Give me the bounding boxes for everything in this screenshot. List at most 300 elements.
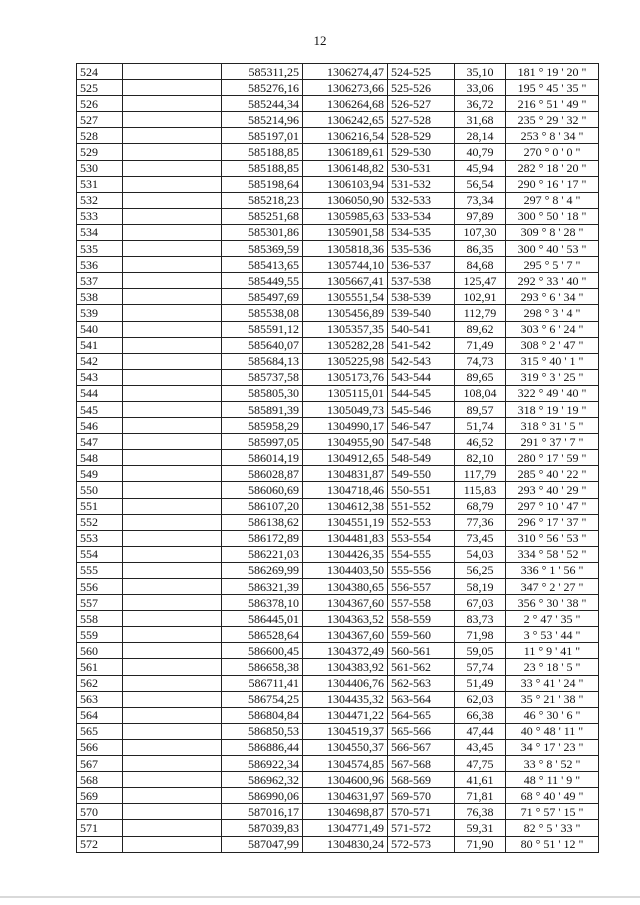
- y-coordinate-cell: 1305818,36: [303, 241, 388, 257]
- point-number-cell: 527: [77, 112, 123, 128]
- bearing-cell: 35 ° 21 ' 38 ": [506, 691, 599, 707]
- length-cell: 77,36: [455, 514, 506, 530]
- y-coordinate-cell: 1304550,37: [303, 739, 388, 755]
- segment-cell: 556-557: [388, 579, 455, 595]
- bearing-cell: 293 ° 40 ' 29 ": [506, 482, 599, 498]
- blank-cell: [123, 611, 222, 627]
- blank-cell: [123, 434, 222, 450]
- bearing-cell: 235 ° 29 ' 32 ": [506, 112, 599, 128]
- blank-cell: [123, 675, 222, 691]
- table-row: [77, 241, 599, 257]
- x-coordinate-cell: 585449,55: [222, 273, 303, 289]
- y-coordinate-cell: 1304406,76: [303, 675, 388, 691]
- table-row: [77, 192, 599, 208]
- x-coordinate-cell: 586321,39: [222, 579, 303, 595]
- bearing-cell: 356 ° 30 ' 38 ": [506, 595, 599, 611]
- blank-cell: [123, 627, 222, 643]
- y-coordinate-cell: 1304435,32: [303, 691, 388, 707]
- point-number-cell: 561: [77, 659, 123, 675]
- length-cell: 56,54: [455, 176, 506, 192]
- x-coordinate-cell: 586378,10: [222, 595, 303, 611]
- point-number-cell: 546: [77, 418, 123, 434]
- y-coordinate-cell: 1304771,49: [303, 820, 388, 836]
- blank-cell: [123, 241, 222, 257]
- y-coordinate-cell: 1305551,54: [303, 289, 388, 305]
- y-coordinate-cell: 1305173,76: [303, 369, 388, 385]
- length-cell: 59,05: [455, 643, 506, 659]
- y-coordinate-cell: 1304471,22: [303, 707, 388, 723]
- length-cell: 31,68: [455, 112, 506, 128]
- y-coordinate-cell: 1304426,35: [303, 546, 388, 562]
- y-coordinate-cell: 1306216,54: [303, 128, 388, 144]
- x-coordinate-cell: 586962,32: [222, 772, 303, 788]
- bearing-cell: 285 ° 40 ' 22 ": [506, 466, 599, 482]
- point-number-cell: 533: [77, 208, 123, 224]
- length-cell: 71,98: [455, 627, 506, 643]
- length-cell: 28,14: [455, 128, 506, 144]
- bearing-cell: 33 ° 8 ' 52 ": [506, 756, 599, 772]
- segment-cell: 538-539: [388, 289, 455, 305]
- x-coordinate-cell: 585497,69: [222, 289, 303, 305]
- x-coordinate-cell: 586804,84: [222, 707, 303, 723]
- x-coordinate-cell: 585188,85: [222, 160, 303, 176]
- segment-cell: 527-528: [388, 112, 455, 128]
- point-number-cell: 530: [77, 160, 123, 176]
- length-cell: 66,38: [455, 707, 506, 723]
- bearing-cell: 282 ° 18 ' 20 ": [506, 160, 599, 176]
- table-row: [77, 353, 599, 369]
- table-row: [77, 627, 599, 643]
- segment-cell: 529-530: [388, 144, 455, 160]
- point-number-cell: 555: [77, 562, 123, 578]
- segment-cell: 536-537: [388, 257, 455, 273]
- table-row: [77, 401, 599, 417]
- x-coordinate-cell: 585244,34: [222, 96, 303, 112]
- y-coordinate-cell: 1305901,58: [303, 224, 388, 240]
- length-cell: 84,68: [455, 257, 506, 273]
- point-number-cell: 537: [77, 273, 123, 289]
- segment-cell: 552-553: [388, 514, 455, 530]
- y-coordinate-cell: 1304912,65: [303, 450, 388, 466]
- point-number-cell: 534: [77, 224, 123, 240]
- segment-cell: 530-531: [388, 160, 455, 176]
- segment-cell: 533-534: [388, 208, 455, 224]
- y-coordinate-cell: 1306274,47: [303, 64, 388, 80]
- blank-cell: [123, 257, 222, 273]
- length-cell: 51,74: [455, 418, 506, 434]
- table-row: [77, 530, 599, 546]
- length-cell: 73,45: [455, 530, 506, 546]
- blank-cell: [123, 144, 222, 160]
- segment-cell: 551-552: [388, 498, 455, 514]
- table-row: [77, 385, 599, 401]
- length-cell: 68,79: [455, 498, 506, 514]
- blank-cell: [123, 498, 222, 514]
- bearing-cell: 293 ° 6 ' 34 ": [506, 289, 599, 305]
- x-coordinate-cell: 586445,01: [222, 611, 303, 627]
- point-number-cell: 552: [77, 514, 123, 530]
- x-coordinate-cell: 585413,65: [222, 257, 303, 273]
- bearing-cell: 3 ° 53 ' 44 ": [506, 627, 599, 643]
- blank-cell: [123, 756, 222, 772]
- point-number-cell: 529: [77, 144, 123, 160]
- bearing-cell: 290 ° 16 ' 17 ": [506, 176, 599, 192]
- y-coordinate-cell: 1304990,17: [303, 418, 388, 434]
- x-coordinate-cell: 585958,29: [222, 418, 303, 434]
- segment-cell: 541-542: [388, 337, 455, 353]
- length-cell: 115,83: [455, 482, 506, 498]
- x-coordinate-cell: 585737,58: [222, 369, 303, 385]
- length-cell: 33,06: [455, 80, 506, 96]
- table-row: [77, 772, 599, 788]
- blank-cell: [123, 273, 222, 289]
- table-row: [77, 337, 599, 353]
- point-number-cell: 528: [77, 128, 123, 144]
- length-cell: 117,79: [455, 466, 506, 482]
- bearing-cell: 195 ° 45 ' 35 ": [506, 80, 599, 96]
- length-cell: 89,65: [455, 369, 506, 385]
- segment-cell: 564-565: [388, 707, 455, 723]
- bearing-cell: 48 ° 11 ' 9 ": [506, 772, 599, 788]
- point-number-cell: 557: [77, 595, 123, 611]
- x-coordinate-cell: 585591,12: [222, 321, 303, 337]
- blank-cell: [123, 739, 222, 755]
- blank-cell: [123, 772, 222, 788]
- y-coordinate-cell: 1306189,61: [303, 144, 388, 160]
- bearing-cell: 322 ° 49 ' 40 ": [506, 385, 599, 401]
- bearing-cell: 33 ° 41 ' 24 ": [506, 675, 599, 691]
- x-coordinate-cell: 586754,25: [222, 691, 303, 707]
- point-number-cell: 560: [77, 643, 123, 659]
- segment-cell: 572-573: [388, 836, 455, 852]
- blank-cell: [123, 546, 222, 562]
- segment-cell: 548-549: [388, 450, 455, 466]
- y-coordinate-cell: 1306103,94: [303, 176, 388, 192]
- segment-cell: 558-559: [388, 611, 455, 627]
- x-coordinate-cell: 585538,08: [222, 305, 303, 321]
- segment-cell: 565-566: [388, 723, 455, 739]
- point-number-cell: 572: [77, 836, 123, 852]
- table-row: [77, 659, 599, 675]
- segment-cell: 569-570: [388, 788, 455, 804]
- segment-cell: 555-556: [388, 562, 455, 578]
- segment-cell: 567-568: [388, 756, 455, 772]
- length-cell: 45,94: [455, 160, 506, 176]
- segment-cell: 535-536: [388, 241, 455, 257]
- x-coordinate-cell: 585640,07: [222, 337, 303, 353]
- bearing-cell: 295 ° 5 ' 7 ": [506, 257, 599, 273]
- table-row: [77, 144, 599, 160]
- point-number-cell: 558: [77, 611, 123, 627]
- table-row: [77, 723, 599, 739]
- bearing-cell: 292 ° 33 ' 40 ": [506, 273, 599, 289]
- y-coordinate-cell: 1306050,90: [303, 192, 388, 208]
- length-cell: 41,61: [455, 772, 506, 788]
- x-coordinate-cell: 585218,23: [222, 192, 303, 208]
- segment-cell: 531-532: [388, 176, 455, 192]
- point-number-cell: 525: [77, 80, 123, 96]
- x-coordinate-cell: 585684,13: [222, 353, 303, 369]
- table-row: [77, 289, 599, 305]
- table-row: [77, 691, 599, 707]
- bearing-cell: 46 ° 30 ' 6 ": [506, 707, 599, 723]
- y-coordinate-cell: 1304481,83: [303, 530, 388, 546]
- blank-cell: [123, 836, 222, 852]
- length-cell: 89,62: [455, 321, 506, 337]
- y-coordinate-cell: 1306148,82: [303, 160, 388, 176]
- blank-cell: [123, 353, 222, 369]
- length-cell: 46,52: [455, 434, 506, 450]
- length-cell: 58,19: [455, 579, 506, 595]
- y-coordinate-cell: 1304519,37: [303, 723, 388, 739]
- point-number-cell: 548: [77, 450, 123, 466]
- y-coordinate-cell: 1306264,68: [303, 96, 388, 112]
- point-number-cell: 564: [77, 707, 123, 723]
- length-cell: 47,44: [455, 723, 506, 739]
- x-coordinate-cell: 587016,17: [222, 804, 303, 820]
- blank-cell: [123, 80, 222, 96]
- x-coordinate-cell: 586107,20: [222, 498, 303, 514]
- segment-cell: 554-555: [388, 546, 455, 562]
- segment-cell: 562-563: [388, 675, 455, 691]
- blank-cell: [123, 723, 222, 739]
- x-coordinate-cell: 585301,86: [222, 224, 303, 240]
- y-coordinate-cell: 1304574,85: [303, 756, 388, 772]
- table-row: [77, 562, 599, 578]
- x-coordinate-cell: 585251,68: [222, 208, 303, 224]
- length-cell: 59,31: [455, 820, 506, 836]
- bearing-cell: 296 ° 17 ' 37 ": [506, 514, 599, 530]
- y-coordinate-cell: 1304698,87: [303, 804, 388, 820]
- table-row: [77, 514, 599, 530]
- x-coordinate-cell: 586221,03: [222, 546, 303, 562]
- segment-cell: 524-525: [388, 64, 455, 80]
- segment-cell: 553-554: [388, 530, 455, 546]
- length-cell: 73,34: [455, 192, 506, 208]
- table-row: [77, 788, 599, 804]
- blank-cell: [123, 450, 222, 466]
- table-row: [77, 257, 599, 273]
- length-cell: 108,04: [455, 385, 506, 401]
- x-coordinate-cell: 586886,44: [222, 739, 303, 755]
- x-coordinate-cell: 586172,89: [222, 530, 303, 546]
- blank-cell: [123, 820, 222, 836]
- table-row: [77, 836, 599, 852]
- blank-cell: [123, 418, 222, 434]
- table-row: [77, 369, 599, 385]
- length-cell: 43,45: [455, 739, 506, 755]
- blank-cell: [123, 579, 222, 595]
- table-row: [77, 305, 599, 321]
- y-coordinate-cell: 1305744,10: [303, 257, 388, 273]
- segment-cell: 528-529: [388, 128, 455, 144]
- x-coordinate-cell: 586528,64: [222, 627, 303, 643]
- segment-cell: 544-545: [388, 385, 455, 401]
- length-cell: 102,91: [455, 289, 506, 305]
- x-coordinate-cell: 587047,99: [222, 836, 303, 852]
- x-coordinate-cell: 585891,39: [222, 401, 303, 417]
- y-coordinate-cell: 1304372,49: [303, 643, 388, 659]
- x-coordinate-cell: 586269,99: [222, 562, 303, 578]
- blank-cell: [123, 691, 222, 707]
- bearing-cell: 291 ° 37 ' 7 ": [506, 434, 599, 450]
- point-number-cell: 531: [77, 176, 123, 192]
- bearing-cell: 309 ° 8 ' 28 ": [506, 224, 599, 240]
- y-coordinate-cell: 1304551,19: [303, 514, 388, 530]
- x-coordinate-cell: 586990,06: [222, 788, 303, 804]
- bearing-cell: 297 ° 8 ' 4 ": [506, 192, 599, 208]
- segment-cell: 570-571: [388, 804, 455, 820]
- table-row: [77, 80, 599, 96]
- segment-cell: 542-543: [388, 353, 455, 369]
- x-coordinate-cell: 586711,41: [222, 675, 303, 691]
- segment-cell: 525-526: [388, 80, 455, 96]
- point-number-cell: 556: [77, 579, 123, 595]
- blank-cell: [123, 64, 222, 80]
- segment-cell: 532-533: [388, 192, 455, 208]
- y-coordinate-cell: 1304718,46: [303, 482, 388, 498]
- length-cell: 47,75: [455, 756, 506, 772]
- bearing-cell: 34 ° 17 ' 23 ": [506, 739, 599, 755]
- point-number-cell: 554: [77, 546, 123, 562]
- y-coordinate-cell: 1305049,73: [303, 401, 388, 417]
- bearing-cell: 319 ° 3 ' 25 ": [506, 369, 599, 385]
- blank-cell: [123, 369, 222, 385]
- table-row: [77, 466, 599, 482]
- x-coordinate-cell: 586922,34: [222, 756, 303, 772]
- point-number-cell: 535: [77, 241, 123, 257]
- table-row: [77, 498, 599, 514]
- blank-cell: [123, 401, 222, 417]
- bearing-cell: 71 ° 57 ' 15 ": [506, 804, 599, 820]
- bearing-cell: 303 ° 6 ' 24 ": [506, 321, 599, 337]
- point-number-cell: 550: [77, 482, 123, 498]
- bearing-cell: 310 ° 56 ' 53 ": [506, 530, 599, 546]
- x-coordinate-cell: 585805,30: [222, 385, 303, 401]
- length-cell: 56,25: [455, 562, 506, 578]
- y-coordinate-cell: 1305357,35: [303, 321, 388, 337]
- blank-cell: [123, 707, 222, 723]
- table-row: [77, 595, 599, 611]
- y-coordinate-cell: 1304367,60: [303, 627, 388, 643]
- page-bottom-edge: [0, 896, 640, 898]
- length-cell: 67,03: [455, 595, 506, 611]
- x-coordinate-cell: 586600,45: [222, 643, 303, 659]
- table-row: [77, 418, 599, 434]
- bearing-cell: 216 ° 51 ' 49 ": [506, 96, 599, 112]
- table-row: [77, 176, 599, 192]
- point-number-cell: 559: [77, 627, 123, 643]
- blank-cell: [123, 160, 222, 176]
- blank-cell: [123, 96, 222, 112]
- x-coordinate-cell: 586850,53: [222, 723, 303, 739]
- table-row: [77, 160, 599, 176]
- length-cell: 40,79: [455, 144, 506, 160]
- point-number-cell: 538: [77, 289, 123, 305]
- point-number-cell: 547: [77, 434, 123, 450]
- table-row: [77, 273, 599, 289]
- segment-cell: 537-538: [388, 273, 455, 289]
- segment-cell: 561-562: [388, 659, 455, 675]
- point-number-cell: 526: [77, 96, 123, 112]
- table-row: [77, 482, 599, 498]
- x-coordinate-cell: 585198,64: [222, 176, 303, 192]
- length-cell: 83,73: [455, 611, 506, 627]
- bearing-cell: 270 ° 0 ' 0 ": [506, 144, 599, 160]
- point-number-cell: 544: [77, 385, 123, 401]
- bearing-cell: 40 ° 48 ' 11 ": [506, 723, 599, 739]
- x-coordinate-cell: 586138,62: [222, 514, 303, 530]
- bearing-cell: 318 ° 19 ' 19 ": [506, 401, 599, 417]
- x-coordinate-cell: 585369,59: [222, 241, 303, 257]
- blank-cell: [123, 385, 222, 401]
- length-cell: 82,10: [455, 450, 506, 466]
- y-coordinate-cell: 1304631,97: [303, 788, 388, 804]
- blank-cell: [123, 659, 222, 675]
- table-row: [77, 739, 599, 755]
- point-number-cell: 536: [77, 257, 123, 273]
- blank-cell: [123, 514, 222, 530]
- segment-cell: 545-546: [388, 401, 455, 417]
- y-coordinate-cell: 1304955,90: [303, 434, 388, 450]
- point-number-cell: 568: [77, 772, 123, 788]
- table-row: [77, 804, 599, 820]
- point-number-cell: 539: [77, 305, 123, 321]
- segment-cell: 571-572: [388, 820, 455, 836]
- point-number-cell: 551: [77, 498, 123, 514]
- blank-cell: [123, 530, 222, 546]
- segment-cell: 540-541: [388, 321, 455, 337]
- segment-cell: 563-564: [388, 691, 455, 707]
- length-cell: 35,10: [455, 64, 506, 80]
- y-coordinate-cell: 1304831,87: [303, 466, 388, 482]
- y-coordinate-cell: 1304363,52: [303, 611, 388, 627]
- table-row: [77, 611, 599, 627]
- bearing-cell: 181 ° 19 ' 20 ": [506, 64, 599, 80]
- length-cell: 97,89: [455, 208, 506, 224]
- length-cell: 107,30: [455, 224, 506, 240]
- length-cell: 125,47: [455, 273, 506, 289]
- blank-cell: [123, 208, 222, 224]
- point-number-cell: 524: [77, 64, 123, 80]
- point-number-cell: 562: [77, 675, 123, 691]
- blank-cell: [123, 289, 222, 305]
- length-cell: 76,38: [455, 804, 506, 820]
- table-row: [77, 579, 599, 595]
- x-coordinate-cell: 587039,83: [222, 820, 303, 836]
- point-number-cell: 569: [77, 788, 123, 804]
- blank-cell: [123, 192, 222, 208]
- x-coordinate-cell: 586060,69: [222, 482, 303, 498]
- y-coordinate-cell: 1304403,50: [303, 562, 388, 578]
- bearing-cell: 297 ° 10 ' 47 ": [506, 498, 599, 514]
- segment-cell: 557-558: [388, 595, 455, 611]
- length-cell: 51,49: [455, 675, 506, 691]
- segment-cell: 559-560: [388, 627, 455, 643]
- blank-cell: [123, 305, 222, 321]
- point-number-cell: 553: [77, 530, 123, 546]
- point-number-cell: 540: [77, 321, 123, 337]
- x-coordinate-cell: 585276,16: [222, 80, 303, 96]
- segment-cell: 566-567: [388, 739, 455, 755]
- length-cell: 71,49: [455, 337, 506, 353]
- segment-cell: 534-535: [388, 224, 455, 240]
- point-number-cell: 545: [77, 401, 123, 417]
- y-coordinate-cell: 1304367,60: [303, 595, 388, 611]
- y-coordinate-cell: 1304383,92: [303, 659, 388, 675]
- table-row: [77, 208, 599, 224]
- y-coordinate-cell: 1305115,01: [303, 385, 388, 401]
